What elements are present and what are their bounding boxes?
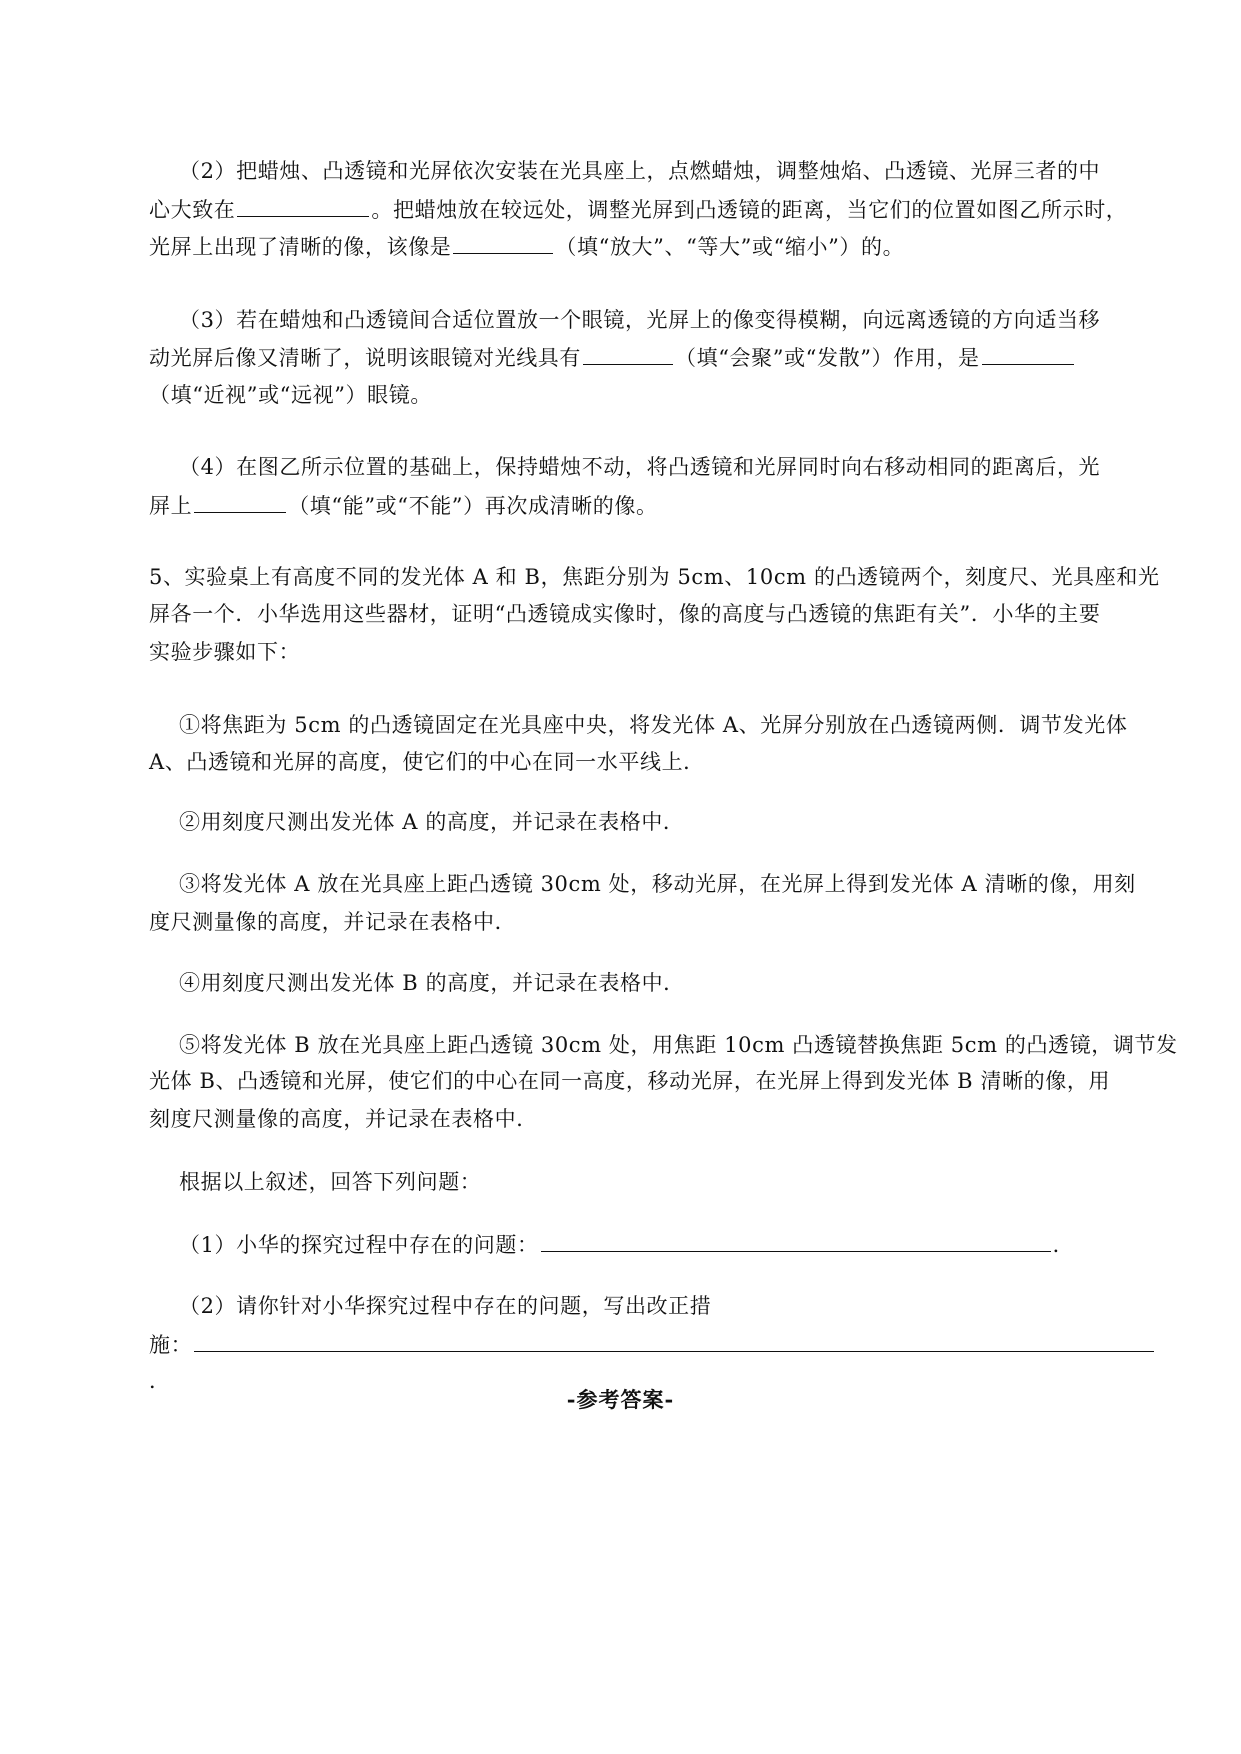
answer-blank[interactable] xyxy=(194,1329,1154,1352)
question2-line1: （2）请你针对小华探究过程中存在的问题，写出改正措 xyxy=(179,1294,712,1318)
q4-part3-line2 xyxy=(149,342,1159,372)
answer-blank[interactable] xyxy=(541,1229,1051,1252)
q4-part2-line2 xyxy=(149,194,1159,224)
question1 xyxy=(179,1229,1189,1259)
step5-line3: 刻度尺测量像的高度，并记录在表格中． xyxy=(149,1107,538,1131)
step1-line2: A、凸透镜和光屏的高度，使它们的中心在同一水平线上． xyxy=(149,750,705,774)
text-segment: 屏上 xyxy=(149,494,193,518)
step5-line1: ⑤将发光体 B 放在光具座上距凸透镜 30cm 处，用焦距 10cm 凸透镜替换焦距 5cm 的凸透镜，调节发 xyxy=(179,1033,1178,1057)
q4-part3-line3: （填“近视”或“远视”）眼镜。 xyxy=(149,383,432,407)
q4-part4-line1: （4）在图乙所示位置的基础上，保持蜡烛不动，将凸透镜和光屏同时向右移动相同的距离后，光 xyxy=(179,455,1101,479)
step2: ②用刻度尺测出发光体 A 的高度，并记录在表格中． xyxy=(179,810,685,834)
q5-line1: 5、实验桌上有高度不同的发光体 A 和 B，焦距分别为 5cm、10cm 的凸透镜两个，刻度尺、光具座和光 xyxy=(149,565,1160,589)
answer-blank[interactable] xyxy=(453,231,553,254)
step5-line2: 光体 B、凸透镜和光屏，使它们的中心在同一高度，移动光屏，在光屏上得到发光体 B 清晰的像，用 xyxy=(149,1069,1111,1093)
q5-line2: 屏各一个．小华选用这些器材，证明“凸透镜成实像时，像的高度与凸透镜的焦距有关”．小华的主要 xyxy=(149,602,1101,626)
q4-part2-line3 xyxy=(149,231,1159,261)
text-segment: （填“放大”、“等大”或“缩小”）的。 xyxy=(555,235,905,259)
question2-line2 xyxy=(149,1329,1159,1359)
text-segment: 动光屏后像又清晰了，说明该眼镜对光线具有 xyxy=(149,346,581,370)
text-segment: （1）小华的探究过程中存在的问题： xyxy=(179,1233,539,1257)
question2-line3: ． xyxy=(149,1369,171,1393)
answer-section-title: -参考答案- xyxy=(566,1387,675,1412)
text-segment: 施： xyxy=(149,1333,193,1357)
text-segment: ． xyxy=(1052,1233,1075,1257)
q4-part2-line1: （2）把蜡烛、凸透镜和光屏依次安装在光具座上，点燃蜡烛，调整烛焰、凸透镜、光屏三者的中 xyxy=(179,159,1101,183)
text-segment: 心大致在 xyxy=(149,198,236,222)
text-segment: 光屏上出现了清晰的像，该像是 xyxy=(149,235,452,259)
text-segment: （填“能”或“不能”）再次成清晰的像。 xyxy=(288,494,658,518)
answer-blank[interactable] xyxy=(237,194,369,217)
q5-line3: 实验步骤如下： xyxy=(149,640,301,664)
step3-line2: 度尺测量像的高度，并记录在表格中． xyxy=(149,910,517,934)
q4-part4-line2 xyxy=(149,490,1159,520)
answer-blank[interactable] xyxy=(194,490,286,513)
text-segment: 。把蜡烛放在较远处，调整光屏到凸透镜的距离，当它们的位置如图乙所示时， xyxy=(371,198,1128,222)
answer-blank[interactable] xyxy=(982,342,1074,365)
step3-line1: ③将发光体 A 放在光具座上距凸透镜 30cm 处，移动光屏，在光屏上得到发光体 A 清晰的像，用刻 xyxy=(179,872,1136,896)
q4-part3-line1: （3）若在蜡烛和凸透镜间合适位置放一个眼镜，光屏上的像变得模糊，向远离透镜的方向适当移 xyxy=(179,308,1101,332)
answer-blank[interactable] xyxy=(583,342,673,365)
questions-intro: 根据以上叙述，回答下列问题： xyxy=(179,1170,482,1194)
step1-line1: ①将焦距为 5cm 的凸透镜固定在光具座中央，将发光体 A、光屏分别放在凸透镜两侧．调节发光体 xyxy=(179,713,1128,737)
text-segment: （填“会聚”或“发散”）作用，是 xyxy=(675,346,980,370)
step4: ④用刻度尺测出发光体 B 的高度，并记录在表格中． xyxy=(179,971,685,995)
